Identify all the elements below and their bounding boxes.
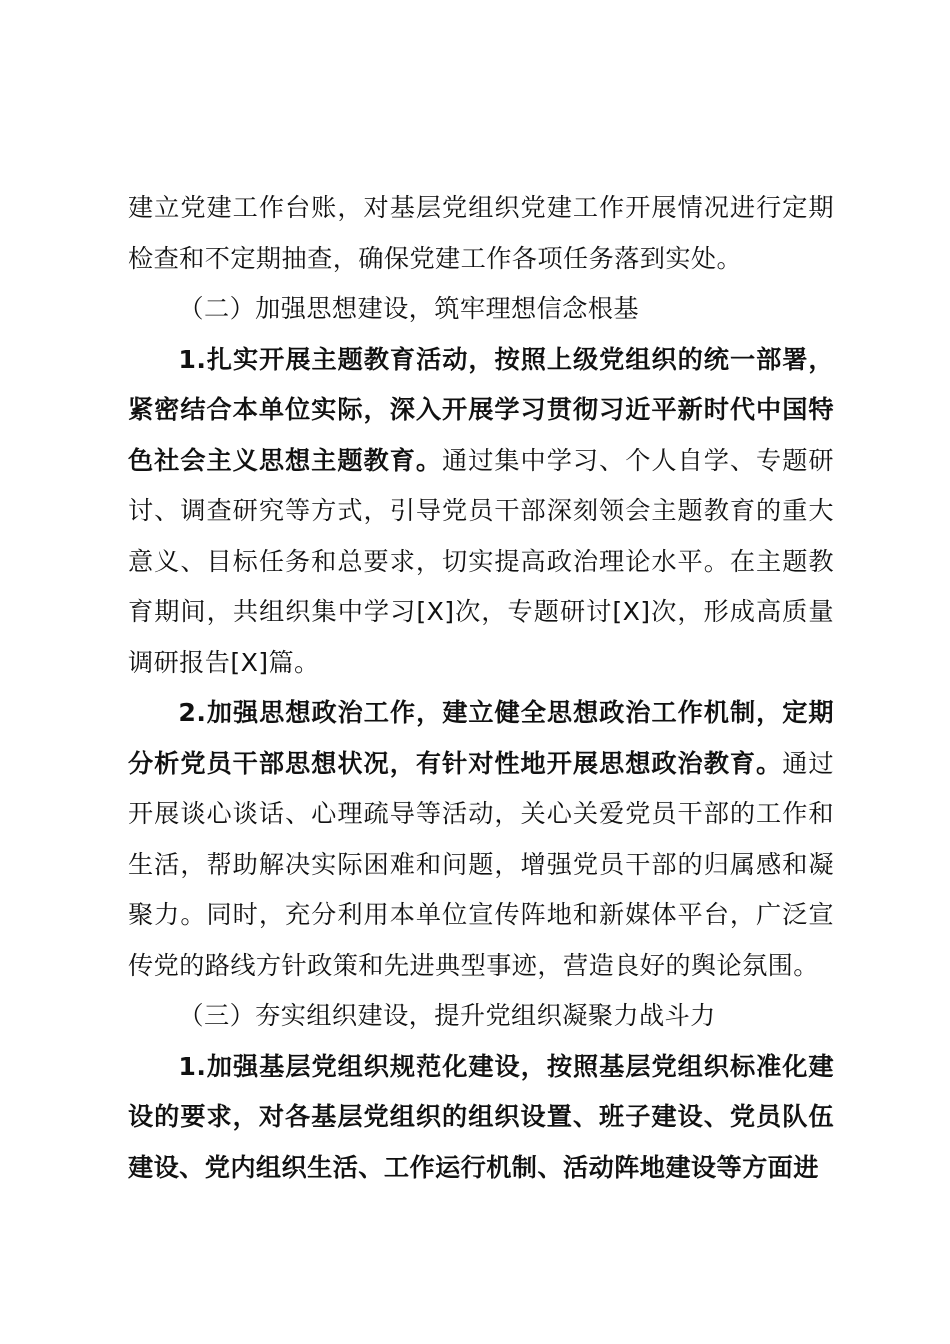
paragraph-bold-lead: 2.加强思想政治工作，建立健全思想政治工作机制，定期分析党员干部思想状况，有针对性地开展思想政治教育。 [128, 698, 834, 778]
paragraph-bold-lead: 1.加强基层党组织规范化建设，按照基层党组织标准化建设的要求，对各基层党组织的组织设置、班子建设、党员队伍建设、党内组织生活、工作运行机制、活动阵地建设等方面进 [128, 1051, 834, 1182]
paragraph-bold-lead: 1.扎实开展主题教育活动，按照上级党组织的统一部署，紧密结合本单位实际，深入开展学习贯彻习近平新时代中国特色社会主义思想主题教育。 [128, 344, 834, 475]
paragraph-item-2-2 [128, 688, 834, 991]
paragraph-body-text: 通过集中学习、个人自学、专题研讨、调查研究等方式，引导党员干部深刻领会主题教育的重大意义、目标任务和总要求，切实提高政治理论水平。在主题教育期间，共组织集中学习[X]次，专题研讨[X]次，形成高质量调研报告[X]篇。 [128, 445, 834, 677]
section-heading-3: （三）夯实组织建设，提升党组织凝聚力战斗力 [178, 1001, 716, 1030]
document-body [128, 183, 834, 1193]
section-heading-2: （二）加强思想建设，筑牢理想信念根基 [178, 294, 639, 323]
paragraph-item-3-1 [128, 1042, 834, 1194]
paragraph-body-text: 通过开展谈心谈话、心理疏导等活动，关心关爱党员干部的工作和生活，帮助解决实际困难和问题，增强党员干部的归属感和凝聚力。同时，充分利用本单位宣传阵地和新媒体平台，广泛宣传党的路线方针政策和先进典型事迹，营造良好的舆论氛围。 [128, 748, 834, 980]
paragraph-item-2-1 [128, 335, 834, 689]
paragraph-continuation: 建立党建工作台账，对基层党组织党建工作开展情况进行定期检查和不定期抽查，确保党建工作各项任务落到实处。 [128, 193, 834, 273]
